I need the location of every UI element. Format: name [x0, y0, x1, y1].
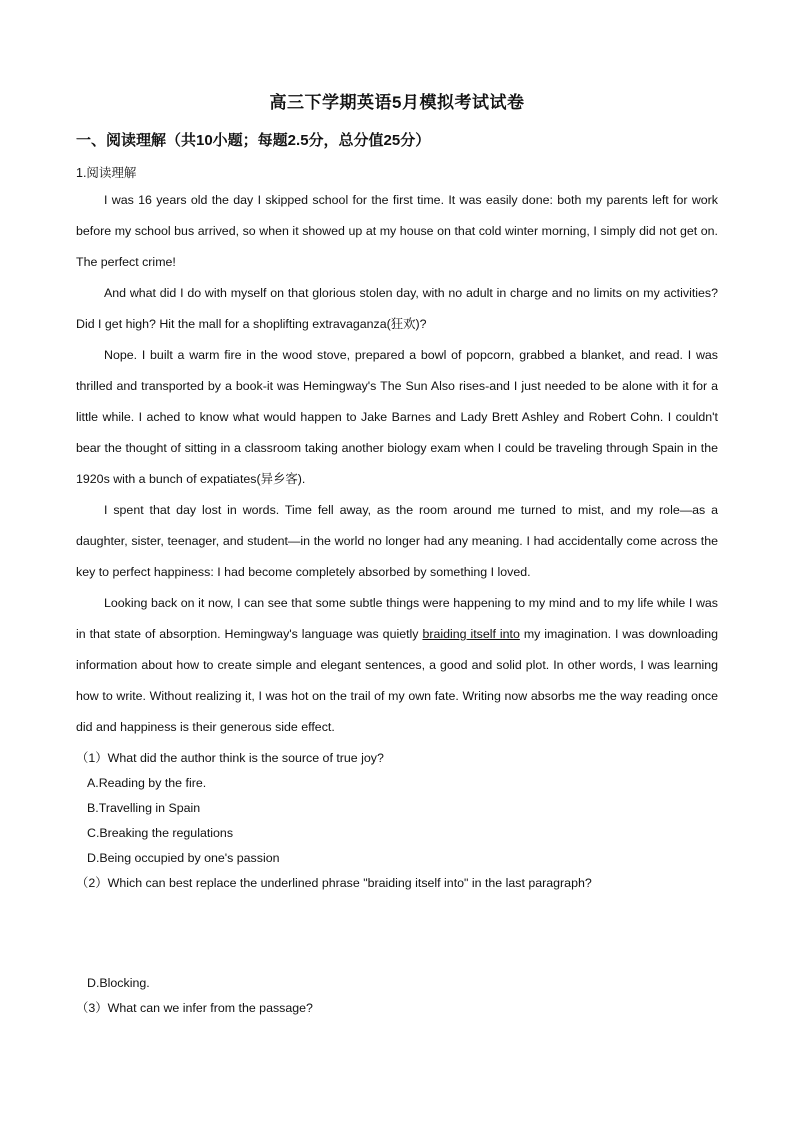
paragraph-5-text-end: my imagination. I was downloading information about how to create simple and elegant sentences, a good and solid plot. In other words, I was learning how to write. Without realizing it, I was hot on the trail of my own fate. Writing now absorbs me the way reading once did and happiness is their generous side effect. [76, 627, 718, 734]
question-2-stem: （2）Which can best replace the underlined phrase "braiding itself into" in the last paragraph? [76, 876, 592, 890]
passage-paragraph-2: And what did I do with myself on that glorious stolen day, with no adult in charge and no limits on my activities? Did I get high? Hit the mall for a shoplifting extravaganza(狂欢)? [76, 286, 718, 331]
reading-passage [76, 185, 718, 743]
question-1-stem: （1）What did the author think is the source of true joy? [76, 751, 384, 765]
passage-paragraph-4: I spent that day lost in words. Time fell away, as the room around me turned to mist, and my role—as a daughter, sister, teenager, and student—in the world no longer had any meaning. I had accidentally come across the key to perfect happiness: I had become completely absorbed by something I loved. [76, 503, 718, 579]
page-title: 高三下学期英语5月模拟考试试卷 [269, 93, 525, 112]
question-2-option-d[interactable]: D.Blocking. [87, 976, 150, 990]
question-1-option-d[interactable]: D.Being occupied by one's passion [87, 851, 280, 865]
passage-paragraph-1: I was 16 years old the day I skipped school for the first time. It was easily done: both my parents left for work before my school bus arrived, so when it showed up at my house on that cold winter morning, I simply did not get on. The perfect crime! [76, 193, 718, 269]
question-1-option-b[interactable]: B.Travelling in Spain [87, 801, 201, 815]
passage-paragraph-5 [76, 588, 718, 743]
section-heading: 一、阅读理解（共10小题；每题2.5分，总分值25分） [76, 132, 431, 149]
question-3-stem: （3）What can we infer from the passage? [76, 1001, 313, 1015]
paragraph-5-text-start: Looking back on it now, I can see that some subtle things were happening to my mind and to my life while I was in that state of absorption. Hemingway's language was quietly [76, 596, 718, 641]
question-1-option-c[interactable]: C.Breaking the regulations [87, 826, 234, 840]
question-1-option-a[interactable]: A.Reading by the fire. [87, 776, 207, 790]
underlined-phrase: braiding itself into [422, 627, 520, 641]
question-number: 1.阅读理解 [76, 166, 137, 180]
passage-paragraph-3: Nope. I built a warm fire in the wood stove, prepared a bowl of popcorn, grabbed a blanket, and read. I was thrilled and transported by a book-it was Hemingway's The Sun Also rises-and I just needed to be alone with it for a little while. I ached to know what would happen to Jake Barnes and Lady Brett Ashley and Robert Cohn. I couldn't bear the thought of sitting in a classroom taking another biology exam when I could be traveling through Spain in the 1920s with a bunch of expatiates(异乡客). [76, 348, 718, 486]
